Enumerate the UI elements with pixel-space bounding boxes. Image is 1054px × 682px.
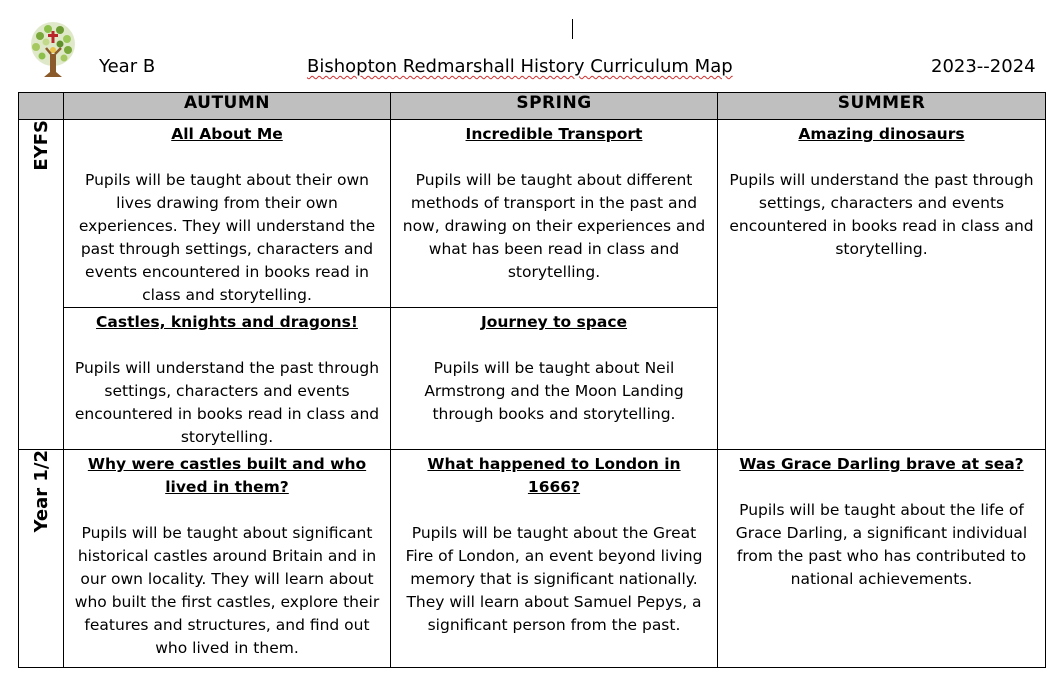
topic-description: Pupils will be taught about their own lives drawing from their own experiences. They will understand the past through settings, characters and events encountered in books read in class and storytelling. — [78, 171, 376, 304]
year-group-label: Year B — [99, 56, 156, 77]
school-logo-icon — [24, 20, 82, 80]
topic-title: Was Grace Darling brave at sea? — [739, 455, 1024, 473]
academic-year: 2023--2024 — [931, 56, 1036, 77]
cell-eyfs-spring-1 — [391, 120, 718, 308]
header-row — [19, 93, 1046, 120]
cell-eyfs-autumn-1 — [64, 120, 391, 308]
topic-title: Castles, knights and dragons! — [96, 313, 358, 331]
topic-description: Pupils will be taught about the Great Fire of London, an event beyond living memory that is significant nationally. They will learn about Samuel Pepys, a significant person from the past. — [405, 524, 703, 634]
text-cursor — [572, 19, 573, 39]
row-label: Year 1/2 — [30, 450, 52, 533]
column-header-summer: SUMMER — [718, 93, 1046, 120]
topic-title: Incredible Transport — [465, 125, 643, 143]
topic-description: Pupils will understand the past through settings, characters and events encountered in books read in class and storytelling. — [74, 359, 380, 446]
cell-eyfs-spring-2 — [391, 308, 718, 450]
table-row — [19, 450, 1046, 668]
topic-title: All About Me — [171, 125, 283, 143]
topic-description: Pupils will understand the past through settings, characters and events encountered in books read in class and storytelling. — [729, 171, 1034, 258]
topic-description: Pupils will be taught about the life of Grace Darling, a significant individual from the past who has contributed to national achievements. — [735, 501, 1028, 588]
cell-eyfs-summer — [718, 120, 1046, 450]
column-header-autumn: AUTUMN — [64, 93, 391, 120]
cell-year12-summer — [718, 450, 1046, 668]
topic-description: Pupils will be taught about different methods of transport in the past and now, drawing on their experiences and what has been read in class and storytelling. — [402, 171, 706, 281]
cell-year12-spring — [391, 450, 718, 668]
column-header-spring: SPRING — [391, 93, 718, 120]
topic-title: Amazing dinosaurs — [798, 125, 965, 143]
document-title: Bishopton Redmarshall History Curriculum Map — [307, 56, 733, 77]
cell-year12-autumn — [64, 450, 391, 668]
topic-description: Pupils will be taught about Neil Armstrong and the Moon Landing through books and storytelling. — [424, 359, 684, 423]
cell-eyfs-autumn-2 — [64, 308, 391, 450]
row-header-eyfs — [19, 120, 64, 450]
topic-title: Why were castles built and who lived in them? — [87, 455, 367, 496]
row-header-year-1-2 — [19, 450, 64, 668]
table-row — [19, 120, 1046, 308]
corner-cell — [19, 93, 64, 120]
row-label: EYFS — [30, 120, 52, 171]
topic-description: Pupils will be taught about significant historical castles around Britain and in our own locality. They will learn about who built the first castles, explore their features and structures, and find out who lived in them. — [74, 524, 380, 657]
topic-title: Journey to space — [480, 313, 628, 331]
curriculum-map-table — [18, 92, 1046, 668]
topic-title: What happened to London in 1666? — [427, 455, 681, 496]
